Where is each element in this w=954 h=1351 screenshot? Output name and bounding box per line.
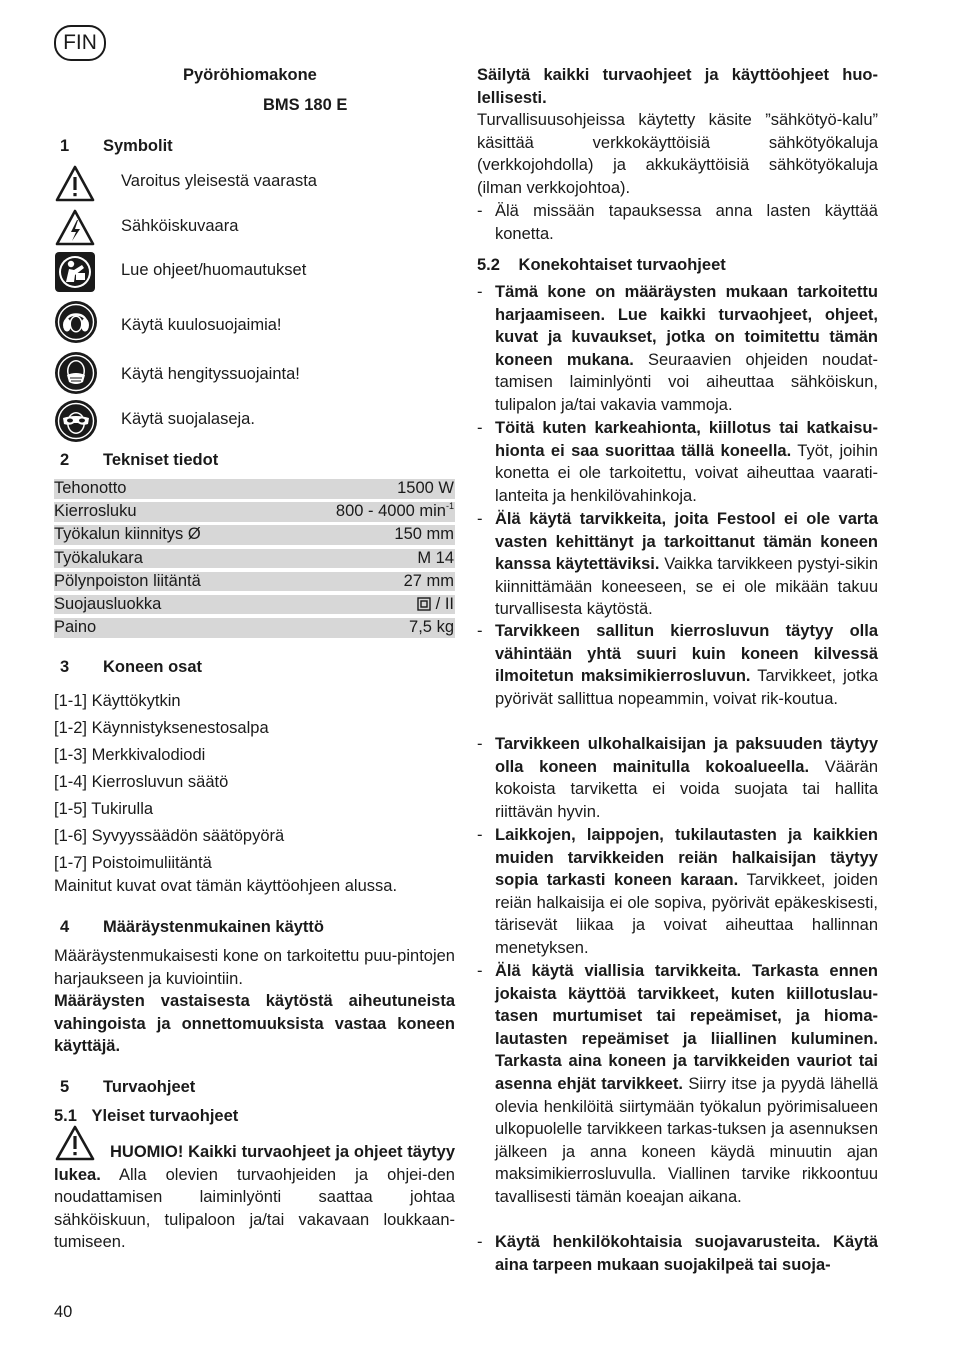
list-item: [1-1] Käyttökytkin: [54, 692, 181, 710]
table-value: 7,5 kg: [409, 618, 454, 637]
safety-goggles-icon: [54, 399, 98, 443]
bullet-dash: -: [477, 735, 483, 753]
list-item: [1-2] Käynnistyksenestosalpa: [54, 719, 269, 737]
table-value: 150 mm: [394, 525, 454, 544]
section-3-heading: [0, 656, 460, 680]
technical-data-table: [54, 479, 455, 641]
section-title: Määräystenmukainen käyttö: [103, 918, 325, 936]
symbol-label: Käytä suojalaseja.: [121, 410, 255, 428]
hearing-protection-icon: [54, 300, 98, 344]
subsection-5-2-heading: [477, 254, 726, 277]
table-key: Paino: [54, 618, 97, 637]
section-number: 5.1: [54, 1107, 77, 1125]
table-row: [54, 618, 455, 638]
respiratory-protection-icon: [54, 351, 98, 395]
section-title: Tekniset tiedot: [103, 451, 219, 469]
bullet-dash: -: [477, 1233, 483, 1251]
list-item: [1-4] Kierrosluvun säätö: [54, 773, 229, 791]
table-row: [54, 502, 455, 522]
list-item: Tämä kone on määräysten mukaan tarkoitettu harjaamiseen. Lue kaikki turvaohjeet, ohjeet, kuvat ja kuvaukset, jotka on toimitettu tämän koneen mukana. Seuraavien ohjeiden noudat-tamisen laiminlyönti voi aiheuttaa sähköiskun, tulipalon ja/tai vakavia vammoja.: [495, 283, 878, 414]
section-4-heading: [0, 916, 460, 940]
section-number: 4: [60, 918, 70, 936]
table-value: / II: [417, 595, 454, 615]
page-number: 40: [54, 1303, 73, 1321]
section-title: Turvaohjeet: [103, 1078, 196, 1096]
bullet-dash: -: [477, 283, 483, 301]
list-item: Älä käytä tarvikkeita, joita Festool ei ole varta vasten kehittänyt ja tarkoittanut tämän koneen kanssa käytettäviksi. Vaikka tarvikkeen pystyi-sikin kiinnittämään koneeseen, se ei ole mikään takuu turvallisesta käytöstä.: [495, 510, 878, 619]
section-number: 1: [60, 137, 70, 155]
liability-text: Määräysten vastaisesta käytöstä aiheutuneista vahingoista ja onnettomuuksista vastaa koneen käyttäjä.: [54, 992, 455, 1056]
table-key: Tehonotto: [54, 479, 127, 497]
list-item: [1-6] Syvyyssäädön säätöpyörä: [54, 827, 285, 845]
bullet-dash: -: [477, 962, 483, 980]
warning-triangle-icon: [54, 163, 96, 205]
keep-instructions-text: Säilytä kaikki turvaohjeet ja käyttöohjeet huo-lellisesti.: [477, 66, 878, 107]
symbol-label: Lue ohjeet/huomautukset: [121, 261, 307, 279]
bullet-dash: -: [477, 622, 483, 640]
bullet-dash: -: [477, 826, 483, 844]
section-2-heading: [0, 449, 460, 473]
table-row: [54, 525, 455, 545]
section-title: Symbolit: [103, 137, 173, 155]
section-1-heading: [0, 135, 460, 159]
bullet-dash: -: [477, 510, 483, 528]
general-safety-text: HUOMIO! Kaikki turvaohjeet ja ohjeet täytyy lukea. Alla olevien turvaohjeiden ja ohjei-den noudattamisen laiminlyönti saattaa johtaa sähköiskuun, tulipaloon ja/tai vakavaan loukkaan-tumiseen.: [54, 1143, 455, 1252]
section-title: Yleiset turvaohjeet: [91, 1107, 239, 1125]
section-number: 5.2: [477, 256, 500, 274]
electric-shock-icon: [54, 207, 96, 249]
symbol-label: Käytä hengityssuojainta!: [121, 365, 300, 383]
section-title: Koneen osat: [103, 658, 203, 676]
list-item: [1-7] Poistoimuliitäntä: [54, 854, 212, 872]
list-item: Töitä kuten karkeahionta, kiillotus tai katkaisu-hionta ei saa suorittaa tällä koneella. Työt, joihin konetta ei ole tarkoitettu, voivat aiheuttaa vaarati-lanteita ja henkilövahinkoja.: [495, 419, 878, 505]
table-key: Kierrosluku: [54, 502, 137, 521]
section-title: Konekohtaiset turvaohjeet: [518, 256, 726, 274]
power-tool-definition-text: Turvallisuusohjeissa käytetty käsite ”sähkötyö-kalu” käsittää verkkokäyttöisiä sähkötyökaluja (verkkojohdolla) ja akkukäyttöisiä sähkötyökaluja (ilman verkkojohtoa).: [477, 111, 878, 197]
list-item: Laikkojen, laippojen, tukilautasten ja kaikkien muiden tarvikkeiden reiän halkaisijan täytyy sopia tarkasti koneen karaan. Tarvikkeet, joiden reiän halkaisija ei ole sopiva, pyörivät epäkeskisesti, tärisevät liikaa ja voivat aiheuttaa hallinnan menetyksen.: [495, 826, 878, 957]
table-value: 800 - 4000 $\min^{-1}$: [335, 500, 454, 521]
list-item: Älä käytä viallisia tarvikkeita. Tarkasta ennen jokaista käyttöä tarvikkeet, kuten kiillotuslau-tasen murtumiset tai repeämiset, ja hioma-lautasten repeämiset ja liiallinen kuluminen. Tarkasta aina koneen ja tarvikkeiden vauriot tai asenna ehjät tarvikkeet. Siirry itse ja pyydä lähellä olevia henkilöitä siirtymään työkalun pyörimisalueen ulkopuolelle tarvikkeen tarkas-tuksen ja asennuksen jälkeen ja anna koneen käydä minuutin ajan maksimikierrosluvulla. Viallinen tarvike rikkoontuu tavallisesti tämän koeajan aikana.: [495, 962, 879, 1206]
symbol-label: Käytä kuulosuojaimia!: [121, 316, 282, 334]
section-number: 5: [60, 1078, 70, 1096]
table-value: M 14: [417, 548, 454, 567]
table-row: [54, 479, 455, 499]
section-5-heading: [0, 1076, 460, 1100]
table-key: Työkalun kiinnitys Ø: [54, 525, 201, 544]
section-number: 3: [60, 658, 70, 676]
table-value: 27 mm: [403, 571, 454, 590]
children-warning-text: Älä missään tapauksessa anna lasten käyttää konetta.: [495, 202, 878, 243]
list-item: [1-3] Merkkivalodiodi: [54, 746, 206, 764]
read-manual-icon: [54, 251, 96, 293]
table-key: Suojausluokka: [54, 594, 162, 613]
table-row: [54, 572, 455, 592]
protection-class-icon: [417, 597, 431, 611]
model-title: BMS 180 E: [263, 96, 348, 114]
table-key: Työkalukara: [54, 548, 143, 567]
section-number: 2: [60, 451, 70, 469]
product-title: Pyöröhiomakone: [183, 66, 317, 84]
table-row: [54, 595, 455, 615]
table-value: 1500 W: [397, 479, 454, 497]
table-key: Pölynpoiston liitäntä: [54, 571, 201, 590]
list-item: Käytä henkilökohtaisia suojavarusteita. Käytä aina tarpeen mukaan suojakilpeä tai suoja-: [495, 1233, 878, 1274]
list-item: Tarvikkeen ulkohalkaisijan ja paksuuden täytyy olla koneen mainitulla kokoalueella. Väärän kokoista tarviketta ei voida suojata tai hallita riittävän hyvin.: [495, 735, 878, 821]
list-item: Tarvikkeen sallitun kierrosluvun täytyy olla vähintään yhtä suuri kuin koneen kilvessä ilmoitetun maksimikierrosluvun. Tarvikkeet, jotka pyörivät sallittua nopeammin, voivat rik-koutua.: [495, 622, 878, 708]
language-badge: FIN: [54, 25, 106, 61]
parts-note: Mainitut kuvat ovat tämän käyttöohjeen alussa.: [54, 877, 398, 895]
bullet-dash: -: [477, 419, 483, 437]
table-row: [54, 549, 455, 569]
list-item: [1-5] Tukirulla: [54, 800, 154, 818]
symbol-label: Sähköiskuvaara: [121, 217, 239, 235]
intended-use-text: Määräystenmukaisesti kone on tarkoitettu puu-pintojen harjaukseen ja kuviointiin.: [54, 947, 455, 988]
symbol-label: Varoitus yleisestä vaarasta: [121, 172, 317, 190]
bullet-dash: -: [477, 202, 483, 220]
